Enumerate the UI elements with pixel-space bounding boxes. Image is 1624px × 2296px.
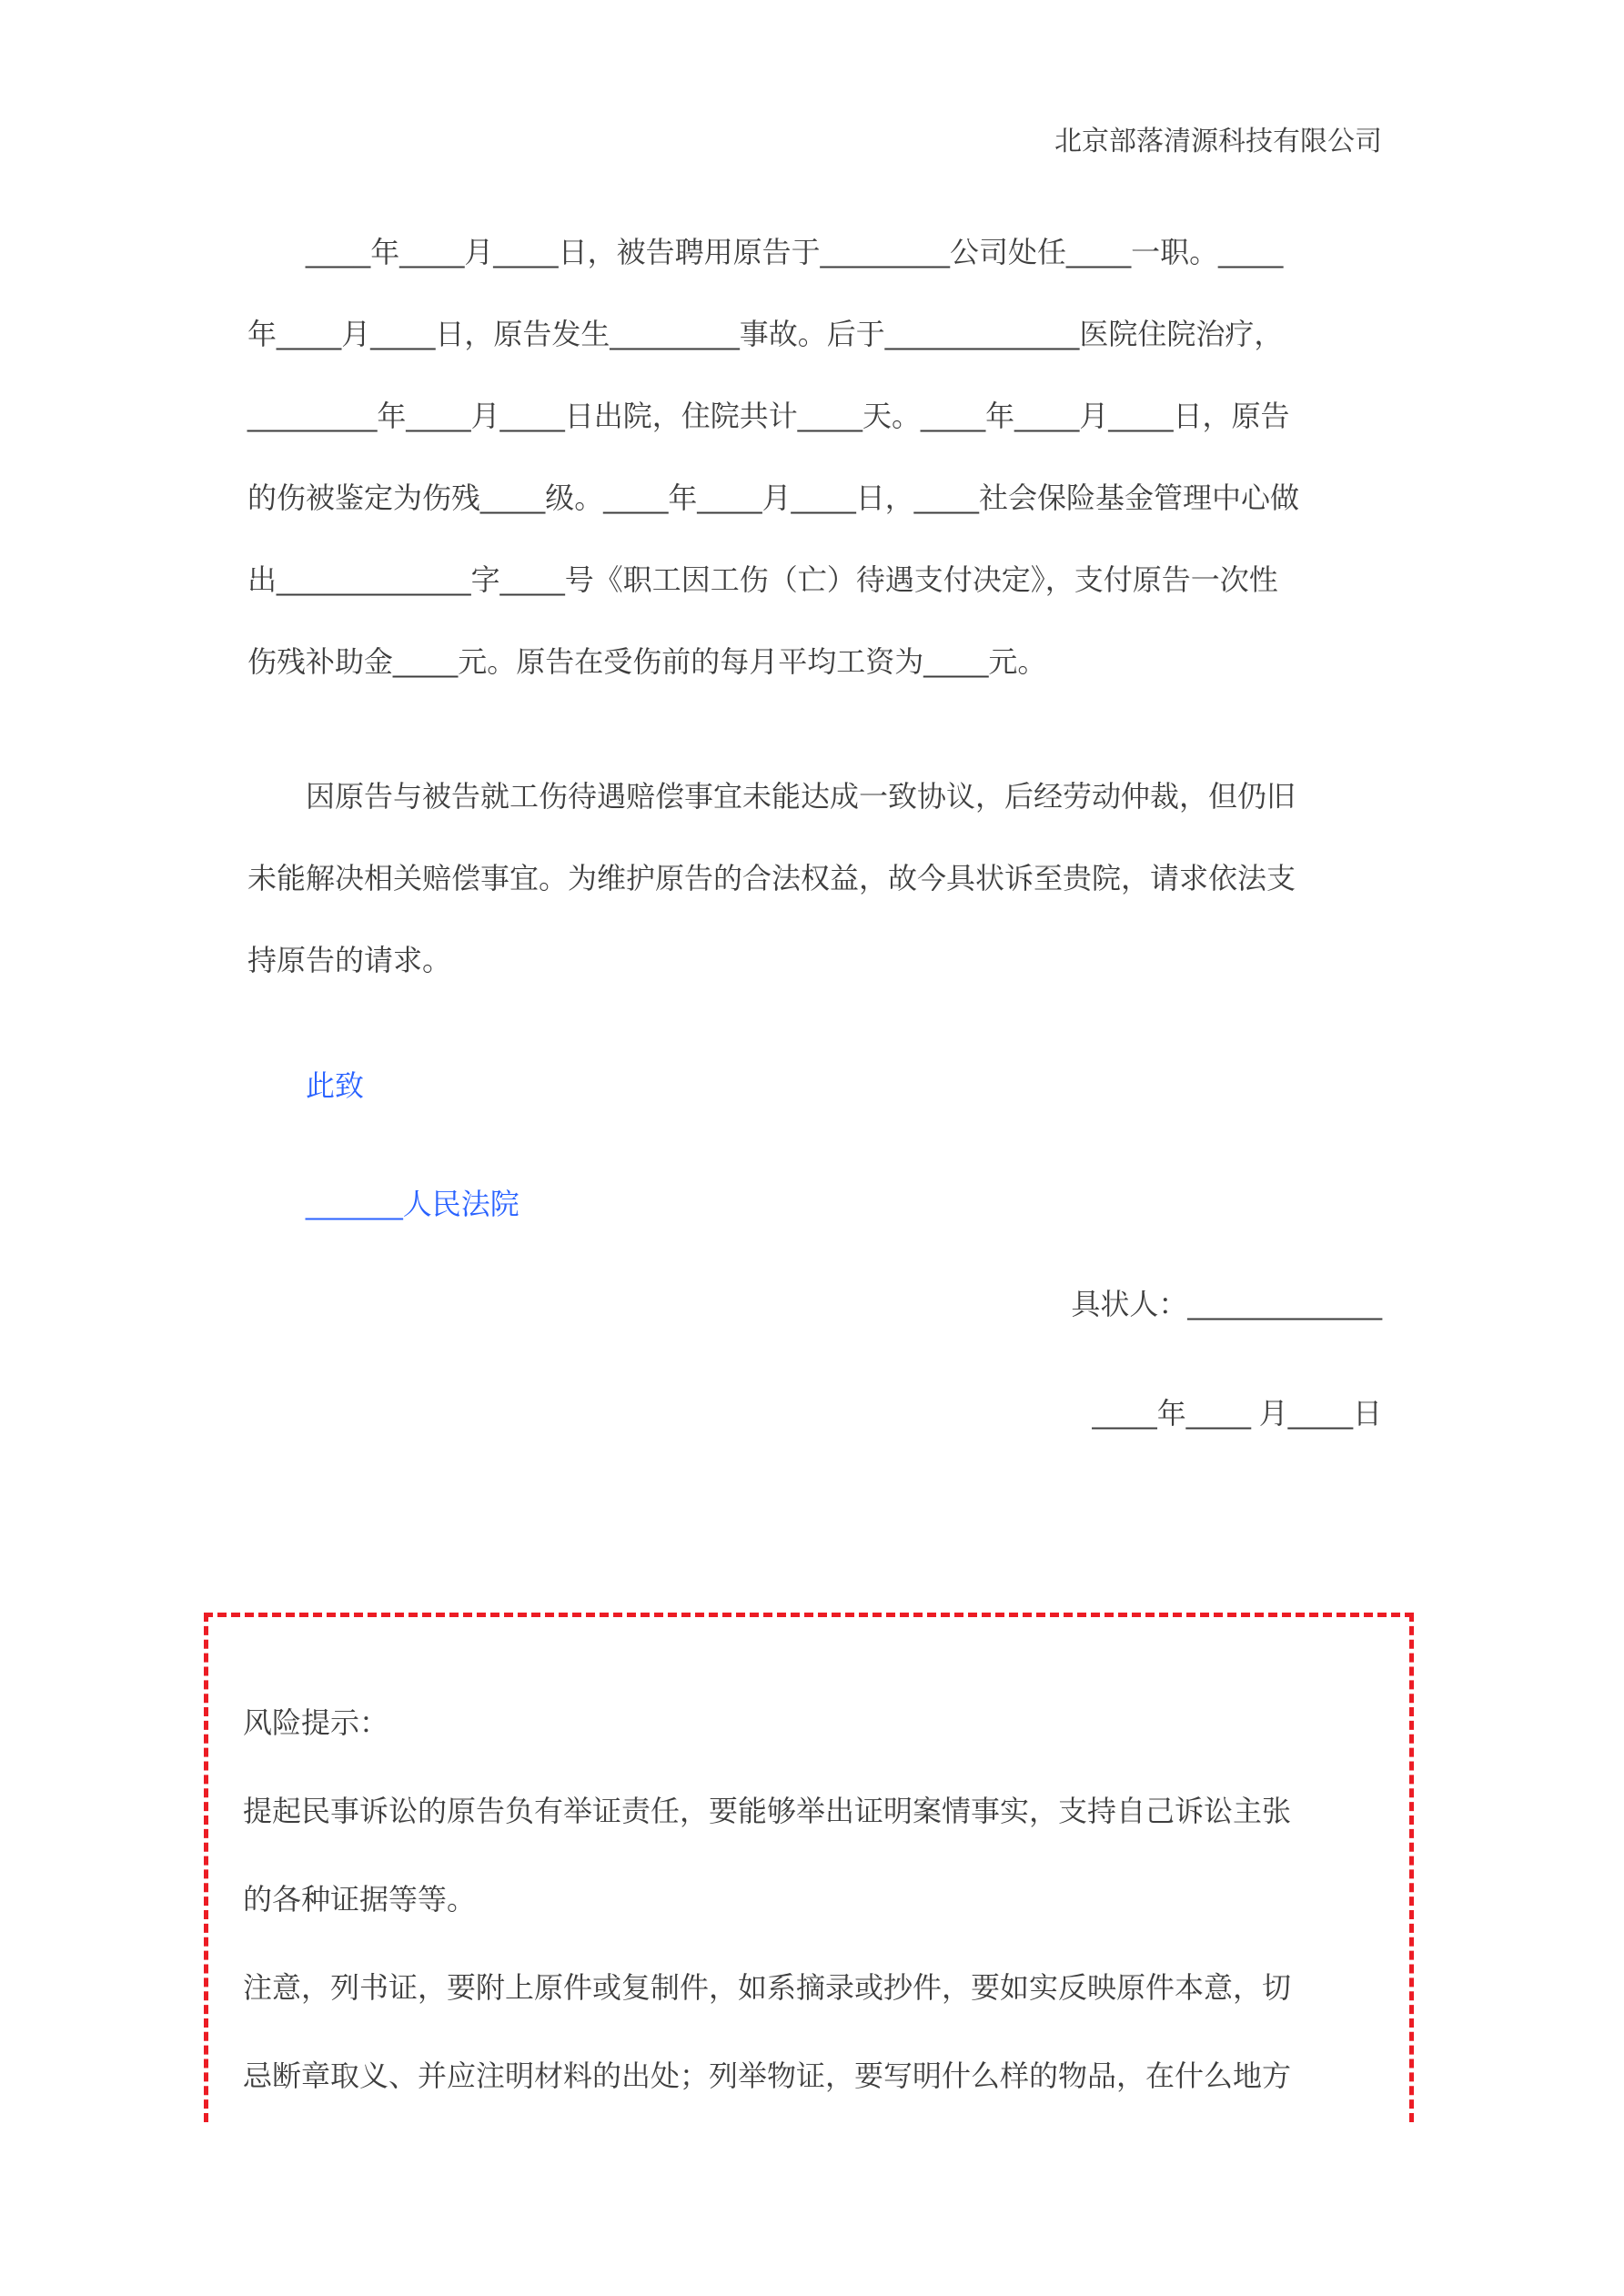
body-line: 年____月____日，原告发生________事故。后于____________医院住院治疗， xyxy=(247,318,1284,350)
company-header: 北京部落清源科技有限公司 xyxy=(1054,126,1382,157)
body-line: 的伤被鉴定为伤残____级。____年____月____日，____社会保险基金管理中心做 xyxy=(247,481,1299,514)
court-name-line: ______人民法院 xyxy=(306,1188,519,1220)
risk-line: 忌断章取义、并应注明材料的出处；列举物证，要写明什么样的物品，在什么地方 xyxy=(243,2059,1292,2092)
body-line: 出____________字____号《职工因工伤（亡）待遇支付决定》，支付原告一次性 xyxy=(247,563,1278,596)
body-line: 未能解决相关赔偿事宜。为维护原告的合法权益，故今具状诉至贵院，请求依法支 xyxy=(247,862,1296,895)
risk-line: 注意，列书证，要附上原件或复制件，如系摘录或抄件，要如实反映原件本意，切 xyxy=(243,1971,1292,2004)
document-body xyxy=(247,211,1389,1245)
date-line: ____年____ 月____日 xyxy=(1092,1397,1382,1430)
signer-line: 具状人：____________ xyxy=(1071,1288,1382,1320)
signature-block xyxy=(1071,1263,1382,1454)
body-line: 持原告的请求。 xyxy=(247,944,452,976)
salutation-text: 此致 xyxy=(306,1069,365,1102)
risk-title: 风险提示： xyxy=(243,1706,389,1739)
risk-warning-box xyxy=(204,1613,1414,2122)
body-line: ____年____月____日，被告聘用原告于________公司处任____一职。____ xyxy=(306,236,1284,268)
body-line: 因原告与被告就工伤待遇赔偿事宜未能达成一致协议，后经劳动仲裁，但仍旧 xyxy=(306,780,1296,813)
body-line: 伤残补助金____元。原告在受伤前的每月平均工资为____元。 xyxy=(247,645,1047,678)
paragraph-claim xyxy=(247,755,1389,1001)
paragraph-facts xyxy=(247,211,1389,703)
risk-line: 的各种证据等等。 xyxy=(243,1883,477,1916)
risk-line: 提起民事诉讼的原告负有举证责任，要能够举出证明案情事实，支持自己诉讼主张 xyxy=(243,1795,1292,1827)
body-line: ________年____月____日出院，住院共计____天。____年____月____日，原告 xyxy=(247,400,1290,432)
